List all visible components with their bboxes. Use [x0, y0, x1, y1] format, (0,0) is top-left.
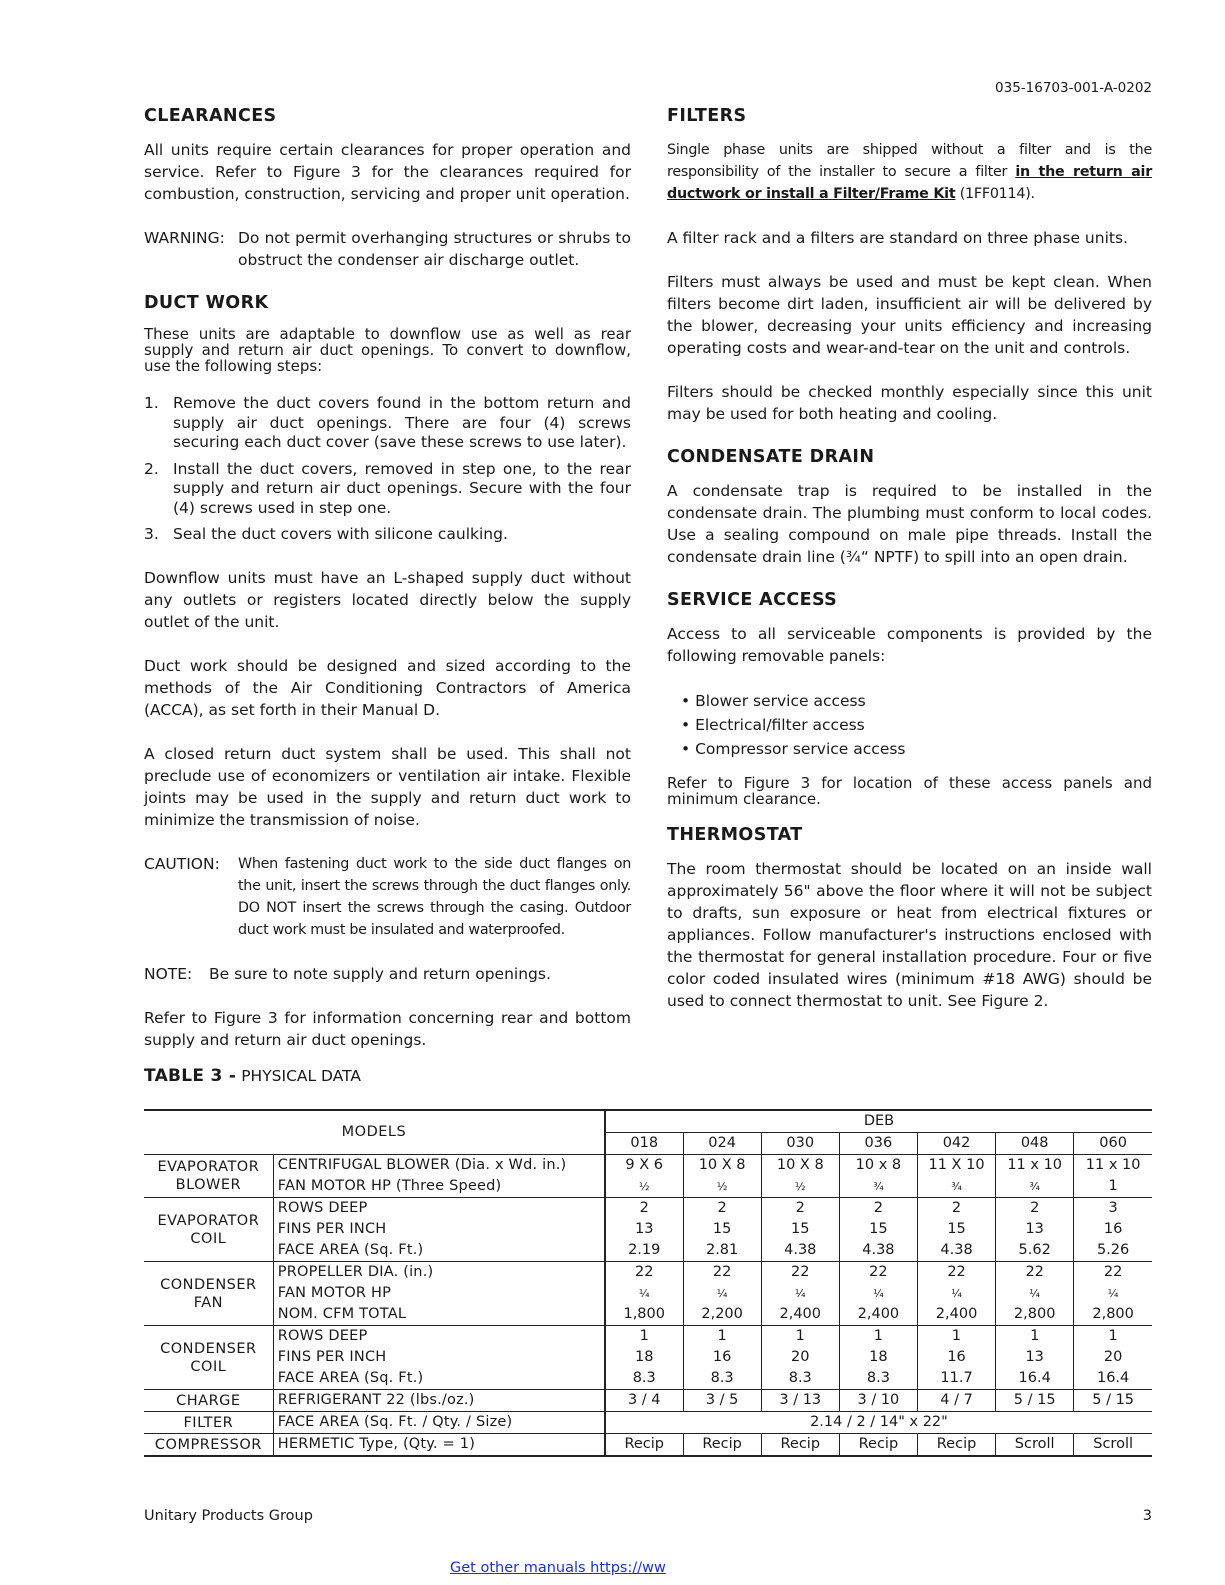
thermostat-text: The room thermostat should be located on an inside wall approximately 56" above the floor where it will not be subject to drafts, sun exposure or heat from electrical fixtures or appliances. Follow manufacturer's instructions enclosed with the thermostat for general installation procedure. Four or five color coded insulated wires (minimum #18 AWG) should be used to connect thermostat to unit. See Figure 2.: [667, 860, 1152, 1010]
value-cell: 20: [1103, 1349, 1123, 1365]
acca-text: Duct work should be designed and sized according to the methods of the Air Conditioning Contractors of America (ACCA), as set forth in their Manual D.: [144, 656, 631, 719]
value-cell: Scroll: [996, 1434, 1074, 1457]
value-cell: 4.38: [839, 1240, 917, 1262]
caution-tag: CAUTION:: [144, 854, 220, 873]
value-cell: 1: [761, 1326, 839, 1348]
row-label: ROWS DEEP: [273, 1326, 605, 1348]
table-row: [144, 1347, 1152, 1368]
value-cell: 22: [683, 1262, 761, 1284]
warning-note: [144, 227, 631, 271]
table-row: [144, 1368, 1152, 1390]
list-item: [144, 460, 631, 519]
warning-tag: WARNING:: [144, 229, 225, 247]
caution-note: [144, 853, 631, 941]
value-cell: ¼: [761, 1283, 839, 1304]
table-row: [144, 1198, 1152, 1220]
value-cell: 10 X 8: [683, 1155, 761, 1177]
model-number: 024: [683, 1133, 761, 1155]
value-cell: 16: [917, 1347, 995, 1368]
right-column: [667, 106, 1152, 1034]
row-label: FINS PER INCH: [273, 1347, 605, 1368]
value-cell: 2.19: [605, 1240, 683, 1262]
value-cell: Recip: [839, 1434, 917, 1457]
series-header: DEB: [605, 1110, 1152, 1133]
models-header: MODELS: [144, 1110, 605, 1155]
clearances-text: All units require certain clearances for proper operation and service. Refer to Figure 3 for the clearances required for combustion, construction, servicing and proper unit operation.: [144, 141, 631, 203]
step-number: 1.: [144, 394, 159, 412]
row-label: FINS PER INCH: [273, 1219, 605, 1240]
caution-text: When fastening duct work to the side duct flanges on the unit, insert the screws through the duct flanges only. DO NOT insert the screws through the casing. Outdoor duct work must be insulated and waterproofed.: [238, 855, 631, 938]
warning-text: Do not permit overhanging structures or shrubs to obstruct the condenser air discharge outlet.: [238, 229, 631, 269]
value-cell: 1: [1108, 1178, 1118, 1194]
value-cell: 2,400: [761, 1304, 839, 1326]
value-cell: 22: [761, 1262, 839, 1284]
category-cell: CONDENSER FAN: [144, 1262, 273, 1326]
row-label: FACE AREA (Sq. Ft.): [273, 1240, 605, 1262]
model-number: 036: [839, 1133, 917, 1155]
duct-conversion-steps: [144, 394, 631, 545]
category-cell: CHARGE: [144, 1390, 273, 1412]
value-cell: 8.3: [605, 1368, 683, 1390]
heading-thermostat: THERMOSTAT: [667, 825, 803, 845]
value-cell: 2,800: [1092, 1306, 1134, 1322]
category-cell: EVAPORATOR COIL: [144, 1198, 273, 1262]
row-label: FACE AREA (Sq. Ft. / Qty. / Size): [273, 1412, 605, 1434]
table-row: [144, 1304, 1152, 1326]
table-row: [144, 1434, 1152, 1457]
value-cell: 2: [996, 1198, 1074, 1220]
value-cell: ¾: [839, 1176, 917, 1198]
table-row: [144, 1262, 1152, 1284]
value-cell: 16: [683, 1347, 761, 1368]
value-cell: 18: [605, 1347, 683, 1368]
value-cell: 10 x 8: [839, 1155, 917, 1177]
value-cell: 5.62: [996, 1240, 1074, 1262]
value-cell: Recip: [605, 1434, 683, 1457]
list-item: • Compressor service access: [681, 737, 1152, 761]
service-intro: Access to all serviceable components is provided by the following removable panels:: [667, 625, 1152, 665]
row-label: HERMETIC Type, (Qty. = 1): [273, 1434, 605, 1457]
list-item: • Blower service access: [681, 689, 1152, 713]
model-number: 060: [1099, 1135, 1127, 1151]
heading-filters: FILTERS: [667, 106, 747, 126]
table-row: [144, 1283, 1152, 1304]
value-cell: Scroll: [1074, 1434, 1152, 1457]
heading-condensate-drain: CONDENSATE DRAIN: [667, 447, 875, 467]
value-cell: 2: [683, 1198, 761, 1220]
value-cell: 5.26: [1096, 1242, 1130, 1258]
table-row: [144, 1240, 1152, 1262]
value-cell: ½: [761, 1176, 839, 1198]
value-cell: ¼: [605, 1283, 683, 1304]
value-cell: 2,400: [917, 1304, 995, 1326]
value-cell: 22: [917, 1262, 995, 1284]
filters-text-c: (1FF0114).: [955, 186, 1035, 202]
model-number: 042: [917, 1133, 995, 1155]
value-cell: 2: [839, 1198, 917, 1220]
value-cell: 2.81: [683, 1240, 761, 1262]
step-number: 2.: [144, 459, 159, 478]
value-cell: 3: [1074, 1198, 1152, 1220]
value-cell: 1: [996, 1326, 1074, 1348]
category-cell: CONDENSER COIL: [144, 1326, 273, 1390]
table-title: [144, 1066, 361, 1086]
value-cell: 22: [1074, 1262, 1152, 1284]
step-text: Install the duct covers, removed in step one, to the rear supply and return air duct openings. Secure with the four (4) screws used in step one.: [173, 459, 631, 517]
value-cell: Recip: [683, 1434, 761, 1457]
value-cell: 3 / 10: [839, 1390, 917, 1412]
value-cell: ¾: [996, 1176, 1074, 1198]
condensate-text: A condensate trap is required to be installed in the condensate drain. The plumbing must conform to local codes. Use a sealing compound on male pipe threads. Install the condensate drain line (¾“ NPTF) to spill into an open drain.: [667, 482, 1152, 566]
row-label: PROPELLER DIA. (in.): [273, 1262, 605, 1284]
spanning-value-cell: 2.14 / 2 / 14" x 22": [605, 1412, 1152, 1434]
step-number: 3.: [144, 525, 159, 543]
closed-return-text: A closed return duct system shall be used. This shall not preclude use of economizers or ventilation air intake. Flexible joints may be used in the supply and return duct work to minimize the transmission of noise.: [144, 744, 631, 829]
refer-figure-text: Refer to Figure 3 for information concerning rear and bottom supply and return air duct openings.: [144, 1008, 631, 1049]
value-cell: 1: [1074, 1326, 1152, 1348]
value-cell: 4.38: [761, 1240, 839, 1262]
note-tag: NOTE:: [144, 964, 193, 983]
value-cell: 2,400: [839, 1304, 917, 1326]
value-cell: 5 / 15: [1074, 1390, 1152, 1412]
model-number: 018: [605, 1133, 683, 1155]
left-column: [144, 106, 631, 1073]
row-label: FACE AREA (Sq. Ft.): [273, 1368, 605, 1390]
page-number: 3: [1142, 1508, 1152, 1524]
value-cell: 4 / 7: [917, 1390, 995, 1412]
filters-text-a: Single phase units are shipped without a filter and is the responsibility of the installer to secure a filter: [667, 142, 1152, 180]
value-cell: 22: [605, 1262, 683, 1284]
value-cell: 2,800: [996, 1304, 1074, 1326]
value-cell: ¼: [996, 1283, 1074, 1304]
filters-clean-text: Filters must always be used and must be kept clean. When filters become dirt laden, insufficient air will be delivered by the blower, decreasing your units efficiency and increasing operating costs and wear-and-tear on the unit and controls.: [667, 273, 1152, 357]
table-caption: PHYSICAL DATA: [236, 1067, 361, 1085]
filters-text: [667, 139, 1152, 205]
value-cell: 1: [605, 1326, 683, 1348]
value-cell: 16: [1103, 1221, 1123, 1237]
table-row: [144, 1176, 1152, 1198]
table-header-row: [144, 1110, 1152, 1133]
value-cell: 16.4: [996, 1368, 1074, 1390]
value-cell: 8.3: [761, 1368, 839, 1390]
value-cell: ¼: [917, 1283, 995, 1304]
value-cell: 2: [761, 1198, 839, 1220]
value-cell: 15: [683, 1219, 761, 1240]
manuals-link[interactable]: Get other manuals https://ww: [450, 1560, 666, 1576]
value-cell: Recip: [917, 1434, 995, 1457]
value-cell: Recip: [761, 1434, 839, 1457]
value-cell: 15: [917, 1219, 995, 1240]
document-number: 035-16703-001-A-0202: [995, 80, 1152, 96]
value-cell: 15: [839, 1219, 917, 1240]
row-label: NOM. CFM TOTAL: [273, 1304, 605, 1326]
value-cell: 3 / 4: [605, 1390, 683, 1412]
duct-work-intro: These units are adaptable to downflow use as well as rear supply and return air duct openings. To convert to downflow, use the following steps:: [144, 325, 631, 375]
heading-service-access: SERVICE ACCESS: [667, 590, 838, 610]
list-item: • Electrical/filter access: [681, 713, 1152, 737]
model-number: 048: [996, 1133, 1074, 1155]
step-text: Remove the duct covers found in the bottom return and supply air duct openings. There are four (4) screws securing each duct cover (save these screws to use later).: [173, 394, 631, 451]
value-cell: 13: [996, 1219, 1074, 1240]
category-cell: EVAPORATOR BLOWER: [144, 1155, 273, 1198]
value-cell: 8.3: [839, 1368, 917, 1390]
value-cell: 11 X 10: [917, 1155, 995, 1177]
value-cell: 2: [605, 1198, 683, 1220]
value-cell: 20: [761, 1347, 839, 1368]
value-cell: 2: [917, 1198, 995, 1220]
filters-emphasis: in the return air ductwork or install a Filter/Frame Kit: [667, 164, 1152, 202]
filters-monthly-text: Filters should be checked monthly especially since this unit may be used for both heating and cooling.: [667, 383, 1152, 423]
model-number: 030: [761, 1133, 839, 1155]
row-label: REFRIGERANT 22 (lbs./oz.): [273, 1390, 605, 1412]
value-cell: 8.3: [683, 1368, 761, 1390]
note-text: Be sure to note supply and return openings.: [209, 964, 551, 983]
value-cell: 11 x 10: [1074, 1155, 1152, 1177]
value-cell: ¼: [1107, 1287, 1119, 1300]
value-cell: ½: [683, 1176, 761, 1198]
value-cell: ¼: [683, 1283, 761, 1304]
value-cell: 2,200: [683, 1304, 761, 1326]
row-label: FAN MOTOR HP (Three Speed): [273, 1176, 605, 1198]
value-cell: 1,800: [605, 1304, 683, 1326]
filter-rack-text: A filter rack and a filters are standard on three phase units.: [667, 229, 1128, 247]
physical-data-table: [144, 1109, 1152, 1457]
value-cell: 11.7: [917, 1368, 995, 1390]
table-row: [144, 1412, 1152, 1434]
value-cell: 22: [996, 1262, 1074, 1284]
value-cell: 10 X 8: [761, 1155, 839, 1177]
value-cell: 15: [761, 1219, 839, 1240]
value-cell: 1: [839, 1326, 917, 1348]
category-cell: FILTER: [144, 1412, 273, 1434]
table-number: TABLE 3 -: [144, 1066, 237, 1086]
note: [144, 963, 631, 985]
value-cell: ½: [605, 1176, 683, 1198]
list-item: [144, 394, 631, 453]
downflow-text: Downflow units must have an L-shaped supply duct without any outlets or registers located directly below the supply outlet of the unit.: [144, 568, 631, 631]
value-cell: 4.38: [917, 1240, 995, 1262]
value-cell: 16.4: [1096, 1370, 1130, 1386]
row-label: ROWS DEEP: [273, 1198, 605, 1220]
value-cell: 3 / 5: [683, 1390, 761, 1412]
access-panel-list: [681, 689, 1152, 761]
value-cell: ¼: [839, 1283, 917, 1304]
value-cell: 1: [917, 1326, 995, 1348]
footer-company: Unitary Products Group: [144, 1508, 313, 1524]
table-row: [144, 1390, 1152, 1412]
value-cell: 9 X 6: [605, 1155, 683, 1177]
value-cell: 18: [839, 1347, 917, 1368]
service-refer: Refer to Figure 3 for location of these access panels and minimum clearance.: [667, 774, 1152, 808]
step-text: Seal the duct covers with silicone caulking.: [173, 525, 508, 543]
value-cell: 11 x 10: [996, 1155, 1074, 1177]
value-cell: 13: [605, 1219, 683, 1240]
table-row: [144, 1219, 1152, 1240]
row-label: FAN MOTOR HP: [273, 1283, 605, 1304]
row-label: CENTRIFUGAL BLOWER (Dia. x Wd. in.): [273, 1155, 605, 1177]
value-cell: ¾: [917, 1176, 995, 1198]
value-cell: 3 / 13: [761, 1390, 839, 1412]
heading-duct-work: DUCT WORK: [144, 293, 269, 313]
category-cell: COMPRESSOR: [144, 1434, 273, 1457]
table-row: [144, 1155, 1152, 1177]
heading-clearances: CLEARANCES: [144, 106, 277, 126]
value-cell: 5 / 15: [996, 1390, 1074, 1412]
value-cell: 22: [839, 1262, 917, 1284]
value-cell: 1: [683, 1326, 761, 1348]
list-item: [144, 525, 631, 545]
table-row: [144, 1326, 1152, 1348]
value-cell: 13: [996, 1347, 1074, 1368]
